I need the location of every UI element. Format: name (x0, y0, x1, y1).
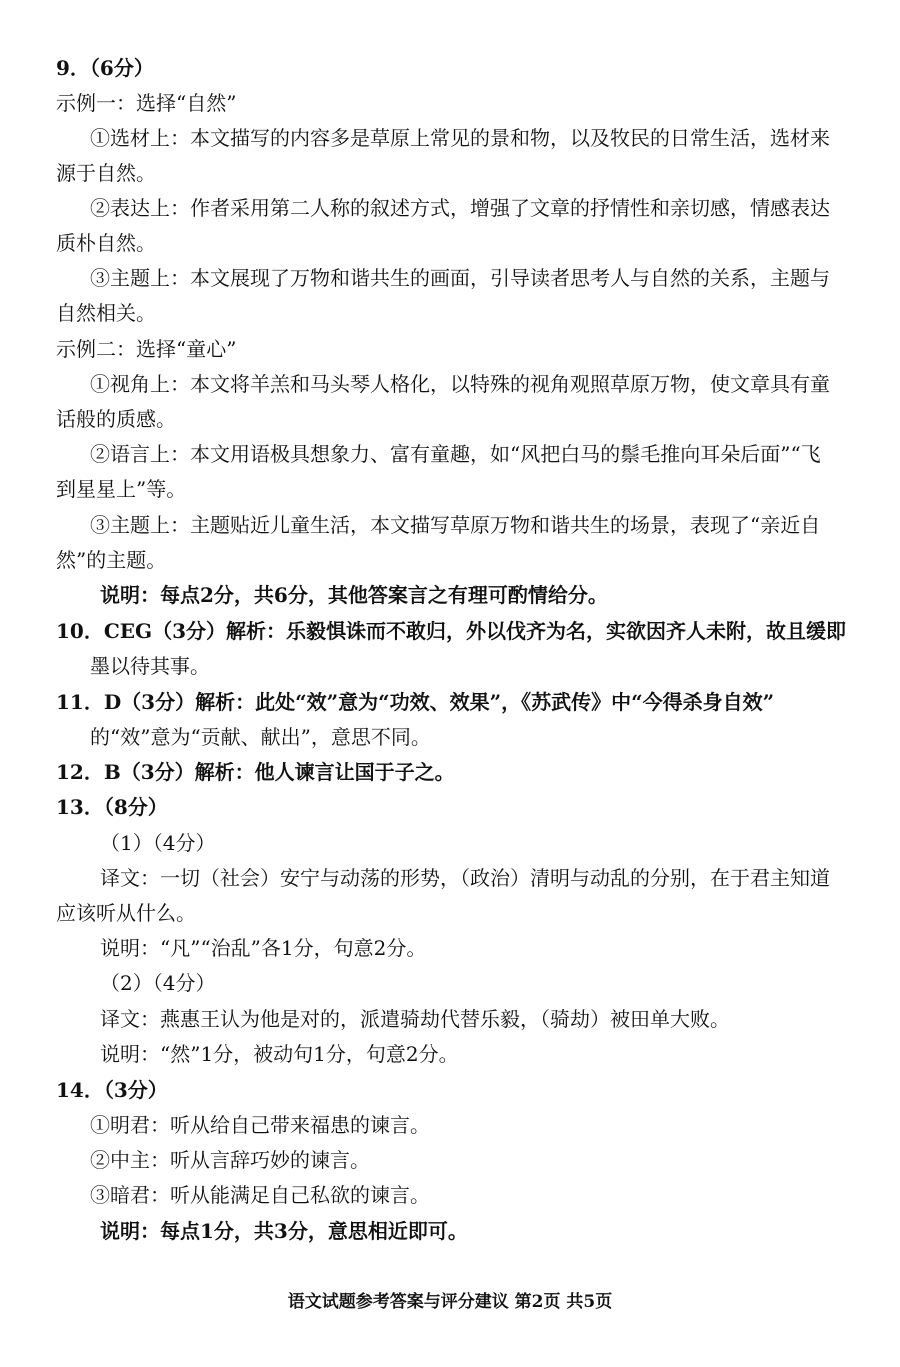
q9-example1-point3-cont: 自然相关。 (56, 301, 156, 325)
q13-part1-translation: 译文：一切（社会）安宁与动荡的形势，（政治）清明与动乱的分别，在于君主知道 (100, 866, 830, 890)
q12-answer: 12．B（3分）解析：他人谏言让国于子之。 (56, 760, 455, 784)
q9-example1-title: 示例一：选择“自然” (56, 91, 237, 115)
q10-answer: 10．CEG（3分）解析：乐毅惧诛而不敢归，外以伐齐为名，实欲因齐人未附，故且缓即 (56, 619, 846, 643)
q14-note: 说明：每点1分，共3分，意思相近即可。 (100, 1219, 468, 1243)
q9-example1-point1-cont: 源于自然。 (56, 161, 156, 185)
q13-part1-note: 说明：“凡”“治乱”各1分，句意2分。 (100, 936, 427, 960)
q14-point3: ③暗君：听从能满足自己私欲的谏言。 (90, 1183, 430, 1207)
q9-example2-point3: ③主题上：主题贴近儿童生活，本文描写草原万物和谐共生的场景，表现了“亲近自 (90, 513, 821, 537)
q9-example1-point2-cont: 质朴自然。 (56, 231, 156, 255)
q14-heading: 14．（3分） (56, 1078, 168, 1102)
q9-note: 说明：每点2分，共6分，其他答案言之有理可酌情给分。 (100, 583, 608, 607)
q9-heading: 9．（6分） (56, 56, 154, 80)
q9-example2-point2: ②语言上：本文用语极具想象力、富有童趣，如“风把白马的鬃毛推向耳朵后面”“飞 (90, 442, 821, 466)
q11-answer-cont: 的“效”意为“贡献、献出”，意思不同。 (90, 725, 431, 749)
q9-example1-point3: ③主题上：本文展现了万物和谐共生的画面，引导读者思考人与自然的关系，主题与 (90, 266, 830, 290)
q13-part2-translation: 译文：燕惠王认为他是对的，派遣骑劫代替乐毅，（骑劫）被田单大败。 (100, 1007, 730, 1031)
q9-example2-point1: ①视角上：本文将羊羔和马头琴人格化，以特殊的视角观照草原万物，使文章具有童 (90, 372, 830, 396)
q9-example1-point1: ①选材上：本文描写的内容多是草原上常见的景和物，以及牧民的日常生活，选材来 (90, 126, 830, 150)
q13-part1-heading: （1）（4分） (100, 831, 216, 855)
q13-part2-heading: （2）（4分） (100, 971, 216, 995)
q10-answer-cont: 墨以待其事。 (90, 654, 210, 678)
q9-example2-title: 示例二：选择“童心” (56, 337, 237, 361)
q9-example2-point1-cont: 话般的质感。 (56, 407, 176, 431)
q13-part1-translation-cont: 应该听从什么。 (56, 901, 196, 925)
q11-answer: 11．D（3分）解析：此处“效”意为“功效、效果”，《苏武传》中“今得杀身自效” (56, 690, 775, 714)
page-footer: 语文试题参考答案与评分建议 第2页 共5页 (287, 1292, 613, 1312)
q9-example1-point2: ②表达上：作者采用第二人称的叙述方式，增强了文章的抒情性和亲切感，情感表达 (90, 196, 830, 220)
q14-point2: ②中主：听从言辞巧妙的谏言。 (90, 1148, 370, 1172)
q13-part2-note: 说明：“然”1分，被动句1分，句意2分。 (100, 1042, 459, 1066)
q13-heading: 13．（8分） (56, 795, 168, 819)
q14-point1: ①明君：听从给自己带来福患的谏言。 (90, 1113, 430, 1137)
q9-example2-point3-cont: 然”的主题。 (56, 548, 167, 572)
q9-example2-point2-cont: 到星星上”等。 (56, 477, 187, 501)
